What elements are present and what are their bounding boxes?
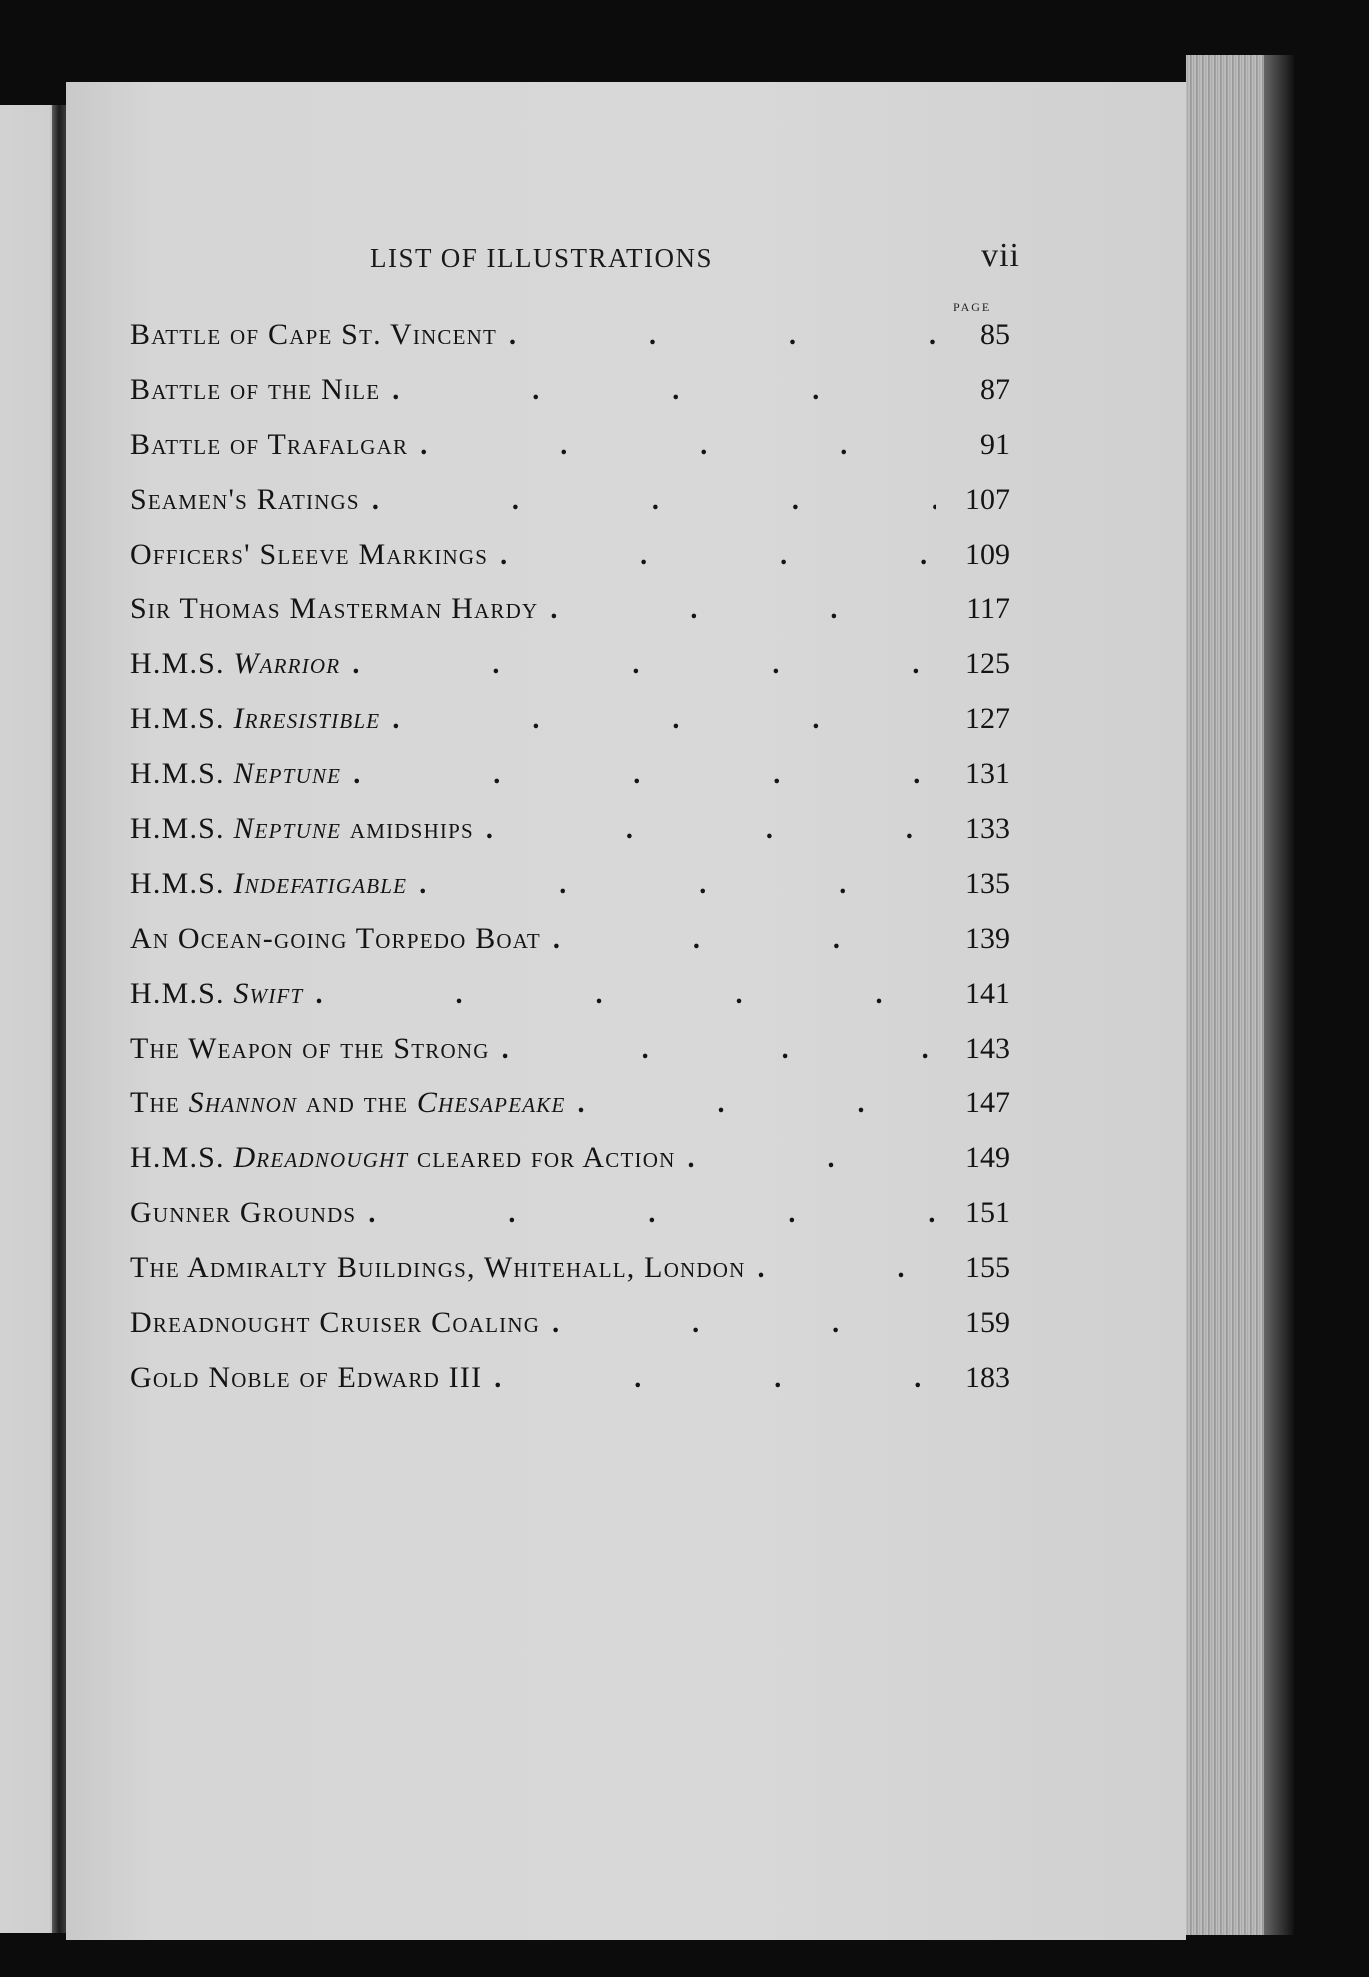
running-head: [130, 237, 1020, 283]
illustration-title: [130, 428, 408, 462]
title-text: The Weapon of the Strong: [130, 1031, 490, 1065]
list-item: [130, 757, 1010, 812]
dot-leader: [758, 1253, 936, 1285]
list-item: [130, 867, 1010, 922]
title-text: Seamen's Ratings: [130, 482, 360, 516]
list-item: [130, 373, 1010, 428]
list-item: [130, 922, 1010, 977]
title-text: H.M.S.: [130, 702, 234, 736]
title-text: Battle of Trafalgar: [130, 427, 409, 461]
list-item: [130, 538, 1010, 593]
dot-leader: [372, 485, 936, 517]
page-reference: 117: [966, 592, 1010, 626]
list-item: [130, 1032, 1010, 1087]
illustration-title: [130, 922, 541, 956]
list-item: [130, 318, 1010, 373]
page-reference: 143: [965, 1031, 1010, 1065]
title-text: H.M.S.: [130, 647, 234, 681]
list-item: [130, 702, 1010, 757]
illustration-title: [130, 647, 340, 681]
ship-name: Chesapeake: [416, 1086, 566, 1120]
page-reference: 139: [965, 921, 1010, 955]
page-reference: 109: [965, 537, 1010, 571]
illustration-title: [130, 373, 380, 407]
illustration-title: [130, 812, 474, 846]
illustration-title: [130, 483, 360, 517]
dot-leader: [368, 1198, 936, 1230]
illustration-title: [130, 1251, 746, 1285]
illustration-title: [130, 1361, 482, 1395]
dot-leader: [553, 924, 936, 956]
dot-leader: [353, 759, 936, 791]
illustration-title: [130, 1196, 356, 1230]
page-reference: 135: [965, 866, 1010, 900]
page-reference: 155: [965, 1251, 1010, 1285]
dot-leader: [420, 430, 936, 462]
title-text: The: [130, 1086, 189, 1120]
dot-leader: [578, 1088, 937, 1120]
dot-leader: [352, 649, 936, 681]
title-text: The Admiralty Buildings, Whitehall, London: [130, 1251, 746, 1285]
list-item: [130, 1251, 1010, 1306]
page-reference: 125: [965, 647, 1010, 681]
page-number: vii: [981, 237, 1020, 274]
dot-leader: [392, 704, 936, 736]
page-reference: 107: [965, 482, 1010, 516]
list-item: [130, 977, 1010, 1032]
list-item: [130, 1306, 1010, 1361]
illustration-title: [130, 538, 488, 572]
page-stack-shadow: [1264, 55, 1294, 1935]
page-reference: 91: [980, 427, 1010, 461]
illustration-title: [130, 318, 497, 352]
illustration-title: [130, 867, 407, 901]
dot-leader: [550, 594, 936, 626]
illustration-title: [130, 1086, 566, 1120]
title-text: Dreadnought Cruiser Coaling: [130, 1306, 541, 1340]
page-reference: 87: [980, 372, 1010, 406]
page-reference: 149: [965, 1141, 1010, 1175]
illustration-title: [130, 977, 303, 1011]
list-item: [130, 592, 1010, 647]
title-text: Gold Noble of Edward III: [130, 1360, 483, 1394]
page-reference: 131: [965, 757, 1010, 791]
title-text: H.M.S.: [130, 976, 234, 1010]
illustration-title: [130, 592, 538, 626]
title-text: Battle of the Nile: [130, 372, 381, 406]
page-column-label: PAGE: [953, 300, 992, 314]
dot-leader: [494, 1363, 936, 1395]
ship-name: Dreadnought: [233, 1141, 409, 1175]
dot-leader: [486, 814, 936, 846]
title-text: amidships: [341, 812, 474, 846]
ship-name: Swift: [233, 976, 304, 1010]
illustration-title: [130, 1032, 490, 1066]
list-item: [130, 1086, 1010, 1141]
book-spine: [52, 105, 66, 1933]
dot-leader: [419, 869, 936, 901]
title-text: H.M.S.: [130, 757, 234, 791]
title-text: Gunner Grounds: [130, 1196, 357, 1230]
list-item: [130, 483, 1010, 538]
title-text: and the: [297, 1086, 417, 1120]
dot-leader: [687, 1143, 936, 1175]
ship-name: Neptune: [233, 812, 342, 846]
dot-leader: [500, 540, 936, 572]
list-item: [130, 647, 1010, 702]
page-reference: 141: [965, 976, 1010, 1010]
dot-leader: [315, 979, 936, 1011]
page-reference: 147: [965, 1086, 1010, 1120]
ship-name: Shannon: [188, 1086, 298, 1120]
illustrations-list: [130, 318, 1010, 1416]
list-item: [130, 812, 1010, 867]
illustration-title: [130, 1306, 540, 1340]
title-text: An Ocean-going Torpedo Boat: [130, 921, 541, 955]
page-reference: 127: [965, 702, 1010, 736]
dot-leader: [392, 375, 936, 407]
illustration-title: [130, 757, 341, 791]
list-item: [130, 1361, 1010, 1416]
page-reference: 183: [965, 1360, 1010, 1394]
page-reference: 133: [965, 812, 1010, 846]
title-text: cleared for Action: [408, 1141, 676, 1175]
page-stack-edges: [1186, 55, 1264, 1935]
illustration-title: [130, 702, 380, 736]
list-item: [130, 428, 1010, 483]
ship-name: Irresistible: [233, 702, 381, 736]
page-reference: 85: [980, 318, 1010, 351]
ship-name: Neptune: [233, 757, 342, 791]
list-item: [130, 1196, 1010, 1251]
title-text: Battle of Cape St. Vincent: [130, 318, 498, 351]
list-item: [130, 1141, 1010, 1196]
illustration-title: [130, 1141, 675, 1175]
page-reference: 151: [965, 1196, 1010, 1230]
page-reference: 159: [965, 1306, 1010, 1340]
ship-name: Indefatigable: [233, 866, 408, 900]
dot-leader: [509, 320, 936, 352]
title-text: H.M.S.: [130, 866, 234, 900]
title-text: H.M.S.: [130, 812, 234, 846]
dot-leader: [502, 1034, 936, 1066]
page-title: LIST OF ILLUSTRATIONS: [370, 243, 714, 273]
title-text: H.M.S.: [130, 1141, 234, 1175]
title-text: Officers' Sleeve Markings: [130, 537, 489, 571]
ship-name: Warrior: [233, 647, 341, 681]
title-text: Sir Thomas Masterman Hardy: [130, 592, 539, 626]
dot-leader: [552, 1308, 936, 1340]
